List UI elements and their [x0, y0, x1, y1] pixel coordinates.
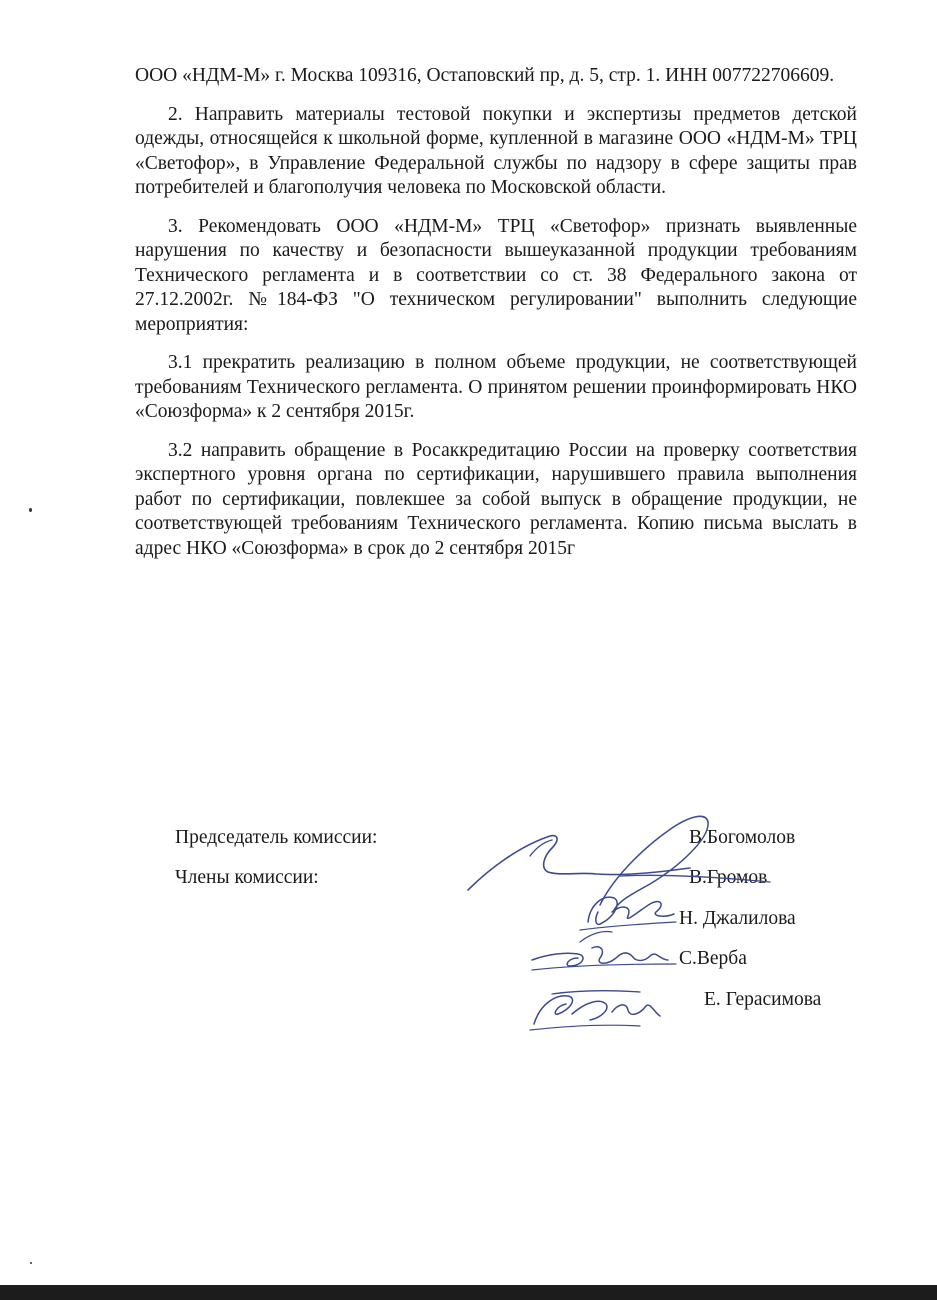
signatory-name-gromov: В.Громов [689, 867, 768, 888]
paragraph-address: ООО «НДМ-М» г. Москва 109316, Остаповский пр, д. 5, стр. 1. ИНН 007722706609. [135, 65, 835, 86]
scan-edge-bar [0, 1285, 937, 1300]
signature-member-3 [532, 947, 668, 966]
signatory-name-bogomolov: В.Богомолов [689, 827, 796, 848]
signatory-name-gerasimova: Е. Герасимова [704, 989, 822, 1010]
paragraph-item-3-2: 3.2 направить обращение в Росаккредитацию России на проверку соответствия экспертного уровня органа по сертификации, нарушившего правила выполнения работ по сертификации, повлекшее за собой выпуск в обращение продукции, не соответствующей требованиям Технического регламента. Копию письма выслать в адрес НКО «Союзформа» в срок до 2 сентября 2015г [135, 439, 857, 559]
paragraph-item-3-1: 3.1 прекратить реализацию в полном объеме продукции, не соответствующей требованиям Технического регламента. О принятом решении проинформировать НКО «Союзформа» к 2 сентября 2015г. [135, 352, 857, 422]
signature-member-2 [588, 897, 674, 924]
signatory-name-verba: С.Верба [679, 948, 747, 969]
signature-chairman [468, 836, 690, 890]
paragraph-item-2: 2. Направить материалы тестовой покупки и экспертизы предметов детской одежды, относящейся к школьной форме, купленной в магазине ООО «НДМ-М» ТРЦ «Светофор», в Управление Федеральной службы по надзору в сфере защиты прав потребителей и благополучия человека по Московской области. [135, 103, 857, 198]
signatory-name-dzhalilova: Н. Джалилова [679, 908, 796, 929]
scan-speck [30, 1262, 32, 1264]
scan-speck [29, 508, 32, 512]
signature-member-4 [534, 996, 660, 1024]
chairman-label: Председатель комиссии: [175, 827, 378, 848]
members-label: Члены комиссии: [175, 867, 319, 888]
paragraph-item-3: 3. Рекомендовать ООО «НДМ-М» ТРЦ «Светофор» признать выявленные нарушения по качеству и безопасности вышеуказанной продукции требованиям Технического регламента и в соответствии со ст. 38 Федерального закона от 27.12.2002г. №184-ФЗ "О техническом регулировании" выполнить следующие мероприятия: [135, 215, 857, 335]
document-body [135, 64, 857, 575]
